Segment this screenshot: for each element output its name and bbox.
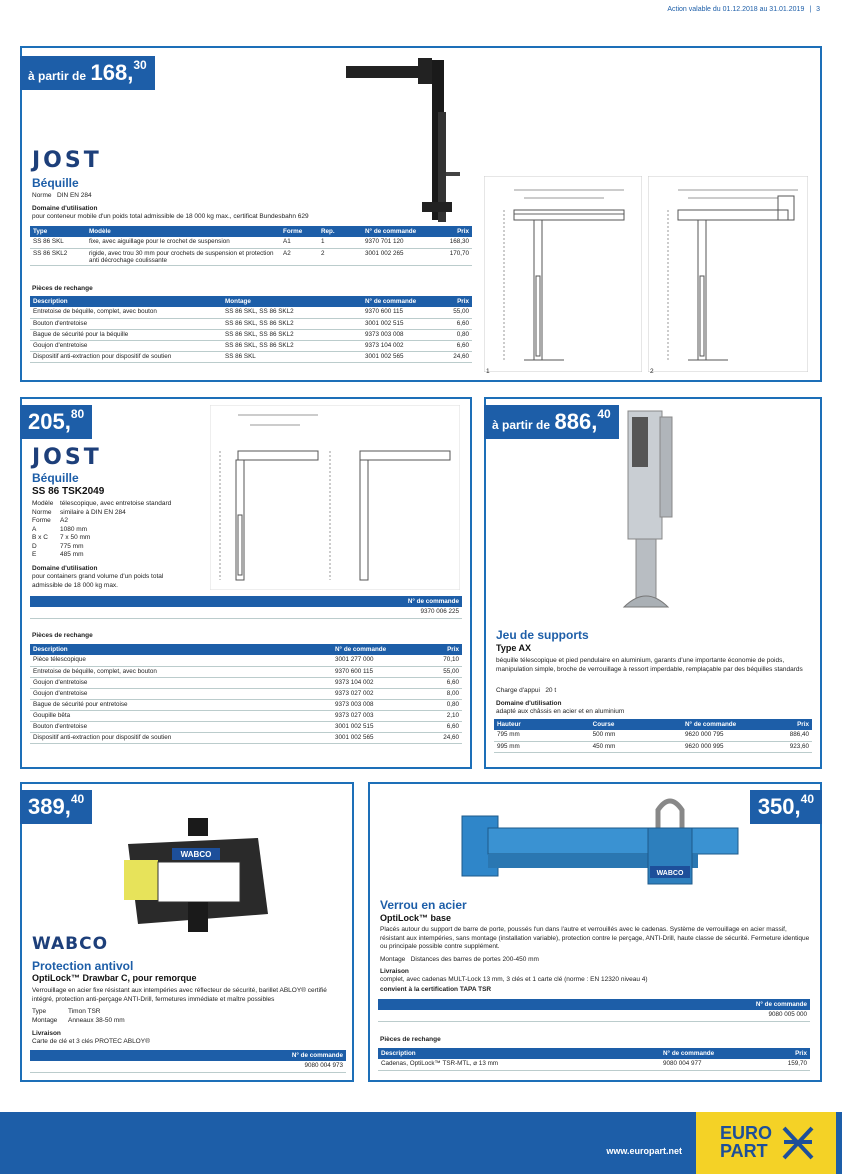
price-badge <box>20 56 155 90</box>
cell-price: 886,40 <box>772 730 812 741</box>
product-title: Verrou en acier <box>380 898 467 912</box>
spec-row <box>32 543 171 552</box>
cell-order: 3001 002 565 <box>332 732 412 743</box>
col-order: N° de commande <box>362 226 432 237</box>
col-order: N° de commande <box>362 296 432 307</box>
cell-price: 0,80 <box>432 329 472 340</box>
spec-label: Forme <box>32 517 51 524</box>
table-header-row <box>30 226 472 237</box>
cell-model: fixe, avec aiguillage pour le crochet de suspension <box>86 237 280 248</box>
cell-price: 168,30 <box>432 237 472 248</box>
product-subtitle: OptiLock™ Drawbar C, pour remorque <box>32 973 197 983</box>
col-rep: Rep. <box>318 226 362 237</box>
spec-value: 775 mm <box>60 542 84 550</box>
price-badge <box>484 405 619 439</box>
spec-row <box>32 526 171 535</box>
spec-value: Anneaux 38-50 mm <box>68 1016 125 1024</box>
header-separator: | <box>809 6 812 13</box>
cell-price: 0,80 <box>412 699 462 710</box>
price-integer: 389, <box>28 794 71 819</box>
cell-price: 55,00 <box>412 666 462 677</box>
cell-description: Entretoise de béquille, complet, avec bouton <box>30 307 222 318</box>
cell-price: 170,70 <box>432 248 472 265</box>
cell-description: Bouton d'entretoise <box>30 318 222 329</box>
mount-label: Montage <box>380 956 406 963</box>
product-description: Placés autour du support de barre de porte, poussés l'un dans l'autre et verrouillés avec le cadenas. Système de verrouillage en acier massif, résistant aux intempéries, sans montage (installation variable), protection contre le perçage, ANTI-Drill, haute classe de sécurité. Fermeture identique ou principale possible contre supplément. <box>380 926 810 950</box>
col-height: Hauteur <box>494 719 590 730</box>
col-stroke: Course <box>590 719 682 730</box>
cell-description: Goupille bêta <box>30 710 332 721</box>
cell-description: Goujon d'entretoise <box>30 688 332 699</box>
spec-row <box>32 551 171 560</box>
col-price: Prix <box>750 1048 810 1059</box>
technical-drawing <box>210 405 460 590</box>
cell-price: 6,60 <box>432 318 472 329</box>
product-table <box>494 719 812 753</box>
col-description: Description <box>30 296 222 307</box>
product-image-steel-lock <box>458 792 748 902</box>
table-row <box>30 340 472 351</box>
table-row <box>30 307 472 318</box>
table-row <box>30 732 462 743</box>
certification-text: convient à la certification TAPA TSR <box>380 986 492 993</box>
price-decimals: 40 <box>70 792 85 806</box>
cell-mounting: SS 86 SKL, SS 86 SKL2 <box>222 340 362 351</box>
product-subtitle: OptiLock™ base <box>380 913 452 923</box>
cell-description: Bague de sécurité pour entretoise <box>30 699 332 710</box>
product-panel-support-ax <box>484 397 822 769</box>
product-description: Verrouillage en acier fixe résistant aux intempéries avec réflecteur de sécurité, barillet ABLOY® certifié intégré, protection anti-perçage ANTI-Drill, fermetures immédiate et maître possibles <box>32 987 327 1003</box>
cell-model: rigide, avec trou 30 mm pour crochets de suspension et protection anti décrochage coulissante <box>86 248 280 265</box>
norm-line <box>32 192 92 201</box>
spare-parts-label: Pièces de rechange <box>32 632 93 639</box>
table-row <box>494 741 812 752</box>
spec-label: A <box>32 525 37 533</box>
price-integer: 350, <box>757 794 801 819</box>
cell-rep: 1 <box>318 237 362 248</box>
delivery-text: Carte de clé et 3 clés PROTEC ABLOY® <box>32 1038 150 1045</box>
cell-order: 9080 004 973 <box>30 1061 346 1072</box>
cell-form: A1 <box>280 237 318 248</box>
table-row <box>30 710 462 721</box>
order-table <box>30 596 462 619</box>
table-row <box>30 677 462 688</box>
price-decimals: 40 <box>597 407 611 421</box>
spec-value: 7 x 50 mm <box>60 534 91 541</box>
table-header-row <box>30 296 472 307</box>
table-row <box>30 237 472 248</box>
cell-order: 3001 002 515 <box>362 318 432 329</box>
cell-order: 9620 000 995 <box>682 741 772 752</box>
product-panel-jost-tsk <box>20 397 472 769</box>
product-description: béquille télescopique et pied pendulaire en aluminium, garants d'une importante économie de poids, manipulation simple, broche de verrouillage à ressort imperdable, remplaçable par des béquilles standards <box>496 657 803 673</box>
validity-header <box>667 6 820 13</box>
domain-text: pour containers grand volume d'un poids total admissible de 18 000 kg max. <box>32 573 164 589</box>
table-row <box>30 699 462 710</box>
col-order: N° de commande <box>332 644 412 655</box>
spec-row <box>32 534 171 543</box>
cell-description: Bague de sécurité pour la béquille <box>30 329 222 340</box>
cell-order: 3001 002 265 <box>362 248 432 265</box>
spec-label: Modèle <box>32 500 54 507</box>
cell-order: 9370 701 120 <box>362 237 432 248</box>
product-image-drawbar-lock <box>118 814 278 944</box>
cell-price: 2,10 <box>412 710 462 721</box>
norm-value: DIN EN 284 <box>56 192 92 199</box>
spec-row <box>32 509 171 518</box>
cell-order: 9370 006 225 <box>30 607 462 618</box>
validity-text: Action valable du 01.12.2018 au 31.01.2019 <box>667 6 805 13</box>
table-header-row <box>30 596 462 607</box>
price-integer: 886, <box>554 409 598 434</box>
technical-drawing-1 <box>484 176 642 372</box>
technical-drawing-2 <box>648 176 808 372</box>
spec-value: télescopique, avec entretoise standard <box>60 500 172 507</box>
cell-price: 159,70 <box>750 1059 810 1070</box>
table-row <box>30 351 472 362</box>
price-decimals: 80 <box>70 407 85 421</box>
table-row <box>30 688 462 699</box>
charge-label: Charge d'appui <box>496 687 540 694</box>
spare-parts-label: Pièces de rechange <box>32 285 93 292</box>
price-prefix: à partir de <box>492 417 551 432</box>
spec-label: Montage <box>32 1016 58 1024</box>
product-image-landing-gear <box>614 407 684 617</box>
delivery-label: Livraison <box>380 968 409 975</box>
cell-description: Bouton d'entretoise <box>30 721 332 732</box>
spec-value: 485 mm <box>60 551 84 558</box>
product-table <box>30 226 472 266</box>
product-title: Béquille <box>32 176 79 190</box>
col-type: Type <box>30 226 86 237</box>
cell-price: 24,60 <box>412 732 462 743</box>
cell-mounting: SS 86 SKL, SS 86 SKL2 <box>222 329 362 340</box>
table-header-row <box>30 1050 346 1061</box>
spec-label: B x C <box>32 534 48 541</box>
price-badge <box>20 405 92 439</box>
spec-label: E <box>32 551 37 558</box>
col-order: N° de commande <box>378 999 810 1010</box>
cell-price: 6,60 <box>412 677 462 688</box>
table-row <box>30 721 462 732</box>
spec-row <box>32 1008 125 1017</box>
price-badge <box>20 790 92 824</box>
cell-description: Cadenas, OptiLock™ TSR-MTL, ⌀ 13 mm <box>378 1059 660 1070</box>
table-row <box>30 655 462 666</box>
cell-type: SS 86 SKL2 <box>30 248 86 265</box>
cell-description: Dispositif anti-extraction pour dispositif de soutien <box>30 351 222 362</box>
col-price: Prix <box>432 226 472 237</box>
spare-parts-label: Pièces de rechange <box>380 1036 441 1043</box>
col-order: N° de commande <box>660 1048 750 1059</box>
spec-label: Type <box>32 1008 47 1015</box>
domain-text: pour conteneur mobile d'un poids total admissible de 18 000 kg max., certificat Bundesbahn 629 <box>32 213 309 220</box>
europart-logo <box>696 1112 836 1174</box>
price-decimals: 30 <box>133 58 147 72</box>
cell-price: 923,60 <box>772 741 812 752</box>
cell-order: 3001 277 000 <box>332 655 412 666</box>
product-title: Béquille <box>32 471 79 485</box>
col-price: Prix <box>772 719 812 730</box>
logo-text-top: EURO <box>720 1123 773 1143</box>
footer-url[interactable]: www.europart.net <box>606 1146 682 1156</box>
footer-bar <box>0 1112 842 1174</box>
cell-order: 9370 600 115 <box>362 307 432 318</box>
cell-order: 9080 004 977 <box>660 1059 750 1070</box>
col-order: N° de commande <box>30 596 462 607</box>
domain-label: Domaine d'utilisation <box>496 700 562 707</box>
cell-order: 9373 027 002 <box>332 688 412 699</box>
domain-label: Domaine d'utilisation <box>32 205 98 212</box>
table-header-row <box>30 644 462 655</box>
spec-value: 1080 mm <box>60 525 88 533</box>
cell-height: 795 mm <box>494 730 590 741</box>
col-model: Modèle <box>86 226 280 237</box>
col-mounting: Montage <box>222 296 362 307</box>
brand-logo-jost: JOST <box>32 148 102 173</box>
table-row <box>30 318 472 329</box>
spec-row <box>32 517 171 526</box>
spec-list <box>32 1008 125 1025</box>
cell-price: 6,60 <box>412 721 462 732</box>
cell-order: 9080 005 000 <box>378 1010 810 1021</box>
cell-order: 3001 002 565 <box>362 351 432 362</box>
order-table <box>378 999 810 1022</box>
norm-label: Norme <box>32 192 52 199</box>
product-subtitle: SS 86 TSK2049 <box>32 486 105 497</box>
cell-order: 9620 000 795 <box>682 730 772 741</box>
spec-label: Norme <box>32 508 52 516</box>
spec-row <box>32 500 171 509</box>
domain-label: Domaine d'utilisation <box>32 565 98 572</box>
cell-description: Pièce télescopique <box>30 655 332 666</box>
product-panel-drawbar-lock <box>20 782 354 1082</box>
price-integer: 205, <box>28 409 71 434</box>
cell-order: 9373 027 003 <box>332 710 412 721</box>
col-price: Prix <box>412 644 462 655</box>
product-title: Protection antivol <box>32 959 134 973</box>
cell-order: 9373 003 008 <box>362 329 432 340</box>
spare-parts-table <box>30 644 462 744</box>
brand-logo-jost: JOST <box>32 445 102 470</box>
spec-row <box>32 1017 125 1026</box>
order-table <box>30 1050 346 1073</box>
table-row <box>378 1059 810 1070</box>
price-decimals: 40 <box>800 792 814 806</box>
mount-line <box>380 956 539 965</box>
col-price: Prix <box>432 296 472 307</box>
mount-value: Distances des barres de portes 200-450 mm <box>410 956 539 963</box>
cell-order: 3001 002 515 <box>332 721 412 732</box>
table-row <box>378 1010 810 1021</box>
table-row <box>30 248 472 265</box>
col-description: Description <box>378 1048 660 1059</box>
cell-description: Goujon d'entretoise <box>30 340 222 351</box>
spec-value: A2 <box>60 517 68 524</box>
table-row <box>494 730 812 741</box>
table-header-row <box>378 1048 810 1059</box>
product-wabco-label: WABCO <box>180 850 212 859</box>
table-row <box>30 329 472 340</box>
delivery-label: Livraison <box>32 1030 61 1037</box>
product-subtitle: Type AX <box>496 643 532 653</box>
cell-stroke: 500 mm <box>590 730 682 741</box>
cell-description: Goujon d'entretoise <box>30 677 332 688</box>
product-title: Jeu de supports <box>496 628 589 642</box>
cell-price: 8,00 <box>412 688 462 699</box>
cell-type: SS 86 SKL <box>30 237 86 248</box>
price-badge <box>750 790 822 824</box>
product-panel-jost-skl <box>20 46 822 382</box>
table-header-row <box>378 999 810 1010</box>
cell-price: 55,00 <box>432 307 472 318</box>
col-order: N° de commande <box>682 719 772 730</box>
table-row <box>30 607 462 618</box>
spec-value: Timon TSR <box>68 1008 101 1015</box>
cell-description: Dispositif anti-extraction pour dispositif de soutien <box>30 732 332 743</box>
col-form: Forme <box>280 226 318 237</box>
cell-price: 6,60 <box>432 340 472 351</box>
spare-parts-table <box>30 296 472 363</box>
col-description: Description <box>30 644 332 655</box>
charge-line <box>496 687 556 696</box>
spec-list <box>32 500 171 560</box>
cell-price: 24,60 <box>432 351 472 362</box>
cell-mounting: SS 86 SKL <box>222 351 362 362</box>
cell-mounting: SS 86 SKL, SS 86 SKL2 <box>222 318 362 329</box>
cell-order: 9373 104 002 <box>332 677 412 688</box>
table-row <box>30 1061 346 1072</box>
cell-form: A2 <box>280 248 318 265</box>
table-row <box>30 666 462 677</box>
spec-label: D <box>32 542 37 550</box>
logo-text-bottom: PART <box>720 1141 768 1161</box>
charge-value: 20 t <box>545 687 557 694</box>
figure-label-2: 2 <box>650 368 654 375</box>
cell-order: 9373 003 008 <box>332 699 412 710</box>
delivery-text: complet, avec cadenas MULT-Lock 13 mm, 3 clés et 1 carte clé (norme : EN 12320 niveau 4) <box>380 976 648 983</box>
cell-height: 995 mm <box>494 741 590 752</box>
table-header-row <box>494 719 812 730</box>
cell-price: 70,10 <box>412 655 462 666</box>
spec-value: similaire à DIN EN 284 <box>60 508 126 516</box>
spare-parts-table <box>378 1048 810 1071</box>
price-integer: 168, <box>90 60 134 85</box>
cell-mounting: SS 86 SKL, SS 86 SKL2 <box>222 307 362 318</box>
page-number: 3 <box>816 6 820 13</box>
product-wabco-label: WABCO <box>656 870 684 877</box>
cell-order: 9373 104 002 <box>362 340 432 351</box>
product-image-jack <box>342 52 482 227</box>
domain-text: adapté aux châssis en acier et en aluminium <box>496 708 625 715</box>
product-panel-steel-lock <box>368 782 822 1082</box>
figure-label-1: 1 <box>486 368 490 375</box>
price-prefix: à partir de <box>28 68 87 83</box>
brand-logo-wabco: WABCO <box>32 934 109 954</box>
cell-order: 9370 600 115 <box>332 666 412 677</box>
logo-flag-icon <box>782 1126 814 1160</box>
cell-rep: 2 <box>318 248 362 265</box>
cell-description: Entretoise de béquille, complet, avec bouton <box>30 666 332 677</box>
cell-stroke: 450 mm <box>590 741 682 752</box>
col-order: N° de commande <box>30 1050 346 1061</box>
